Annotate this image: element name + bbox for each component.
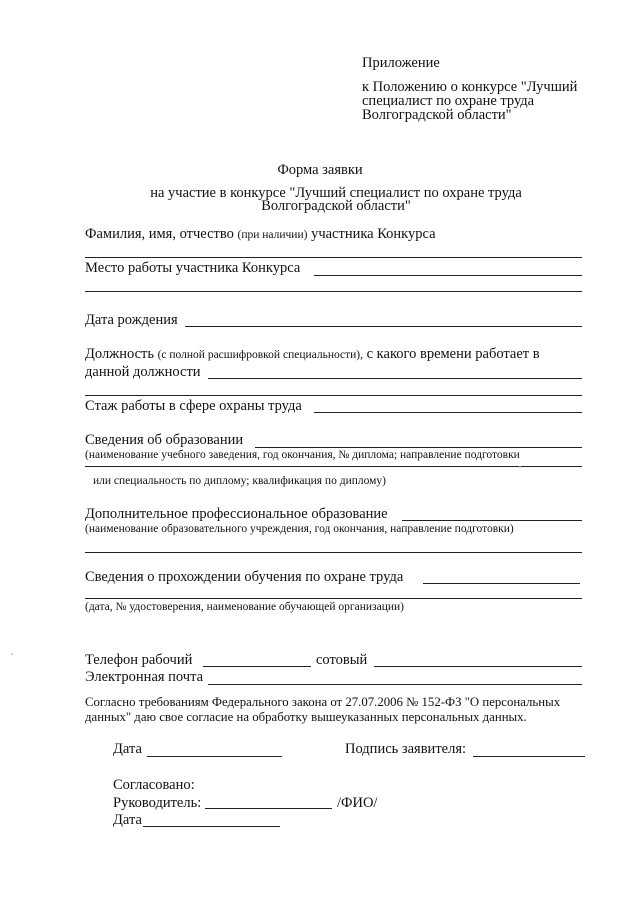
training-input-line-2[interactable]	[85, 598, 582, 599]
position-label-tail: с какого времени работает в	[366, 346, 540, 362]
email-input-line[interactable]	[208, 684, 582, 685]
appendix-ref-line1: к Положению о конкурсе "Лучший	[362, 79, 578, 95]
position-input-line[interactable]	[208, 378, 582, 379]
position-label-line2: данной должности	[85, 364, 201, 380]
position-label: Должность	[85, 346, 154, 362]
work-phone-label: Телефон рабочий	[85, 652, 193, 668]
mobile-phone-input-line[interactable]	[374, 666, 582, 667]
fio-note: (при наличии)	[237, 229, 308, 241]
position-input-line-2[interactable]	[85, 395, 582, 396]
applicant-signature-input-line[interactable]	[473, 756, 585, 757]
additional-education-input-line[interactable]	[402, 520, 582, 521]
fio-input-line[interactable]	[85, 257, 582, 258]
mobile-phone-label: сотовый	[316, 652, 368, 668]
agreed-label: Согласовано:	[113, 777, 195, 793]
experience-label: Стаж работы в сфере охраны труда	[85, 398, 302, 414]
additional-education-note: (наименование образовательного учреждения, год окончания, направление подготовки)	[85, 523, 514, 535]
approval-date-input-line[interactable]	[143, 826, 280, 827]
additional-education-label: Дополнительное профессиональное образование	[85, 506, 388, 522]
email-label: Электронная почта	[85, 669, 204, 685]
position-field-label	[85, 346, 540, 363]
appendix-ref-line3: Волгоградской области"	[362, 107, 512, 123]
appendix-ref-line2: специалист по охране труда	[362, 93, 535, 109]
education-note-line1: (наименование учебного заведения, год окончания, № диплома; направление подготовки	[85, 449, 520, 461]
work-phone-input-line[interactable]	[203, 666, 311, 667]
scan-speck	[11, 653, 13, 655]
head-fio-label: /ФИО/	[337, 795, 378, 811]
fio-label: Фамилия, имя, отчество	[85, 226, 234, 242]
workplace-label: Место работы участника Конкурса	[85, 260, 301, 276]
scan-speck	[519, 466, 521, 468]
education-note-line2: или специальность по диплому; квалификация по диплому)	[93, 475, 387, 487]
fio-label-tail: участника Конкурса	[311, 226, 436, 242]
form-subtitle-line2: Волгоградской области"	[261, 198, 411, 214]
birth-date-input-line[interactable]	[185, 326, 582, 327]
approval-date-label: Дата	[113, 812, 142, 828]
fio-field-label	[85, 226, 436, 243]
additional-education-input-line-2[interactable]	[85, 552, 582, 553]
birth-date-label: Дата рождения	[85, 312, 178, 328]
form-subtitle-line1: на участие в конкурсе "Лучший специалист по охране труда	[150, 185, 522, 201]
position-note: (с полной расшифровкой специальности),	[157, 349, 363, 361]
workplace-input-line-2[interactable]	[85, 291, 582, 292]
appendix-title: Приложение	[362, 55, 440, 71]
signature-date-input-line[interactable]	[147, 756, 282, 757]
education-input-line-2[interactable]	[85, 466, 582, 467]
education-input-line[interactable]	[255, 447, 582, 448]
form-title: Форма заявки	[277, 162, 363, 178]
education-label: Сведения об образовании	[85, 432, 244, 448]
training-label: Сведения о прохождении обучения по охране труда	[85, 569, 404, 585]
training-note: (дата, № удостоверения, наименование обучающей организации)	[85, 601, 404, 613]
experience-input-line[interactable]	[314, 412, 582, 413]
head-signature-input-line[interactable]	[205, 808, 332, 809]
consent-line2: данных" даю свое согласие на обработку вышеуказанных персональных данных.	[85, 710, 527, 724]
training-input-line[interactable]	[423, 583, 580, 584]
workplace-input-line[interactable]	[314, 275, 582, 276]
head-label: Руководитель:	[113, 795, 202, 811]
signature-date-label: Дата	[113, 741, 142, 757]
applicant-signature-label: Подпись заявителя:	[345, 741, 467, 757]
consent-line1: Согласно требованиям Федерального закона от 27.07.2006 № 152-ФЗ "О персональных	[85, 695, 561, 709]
